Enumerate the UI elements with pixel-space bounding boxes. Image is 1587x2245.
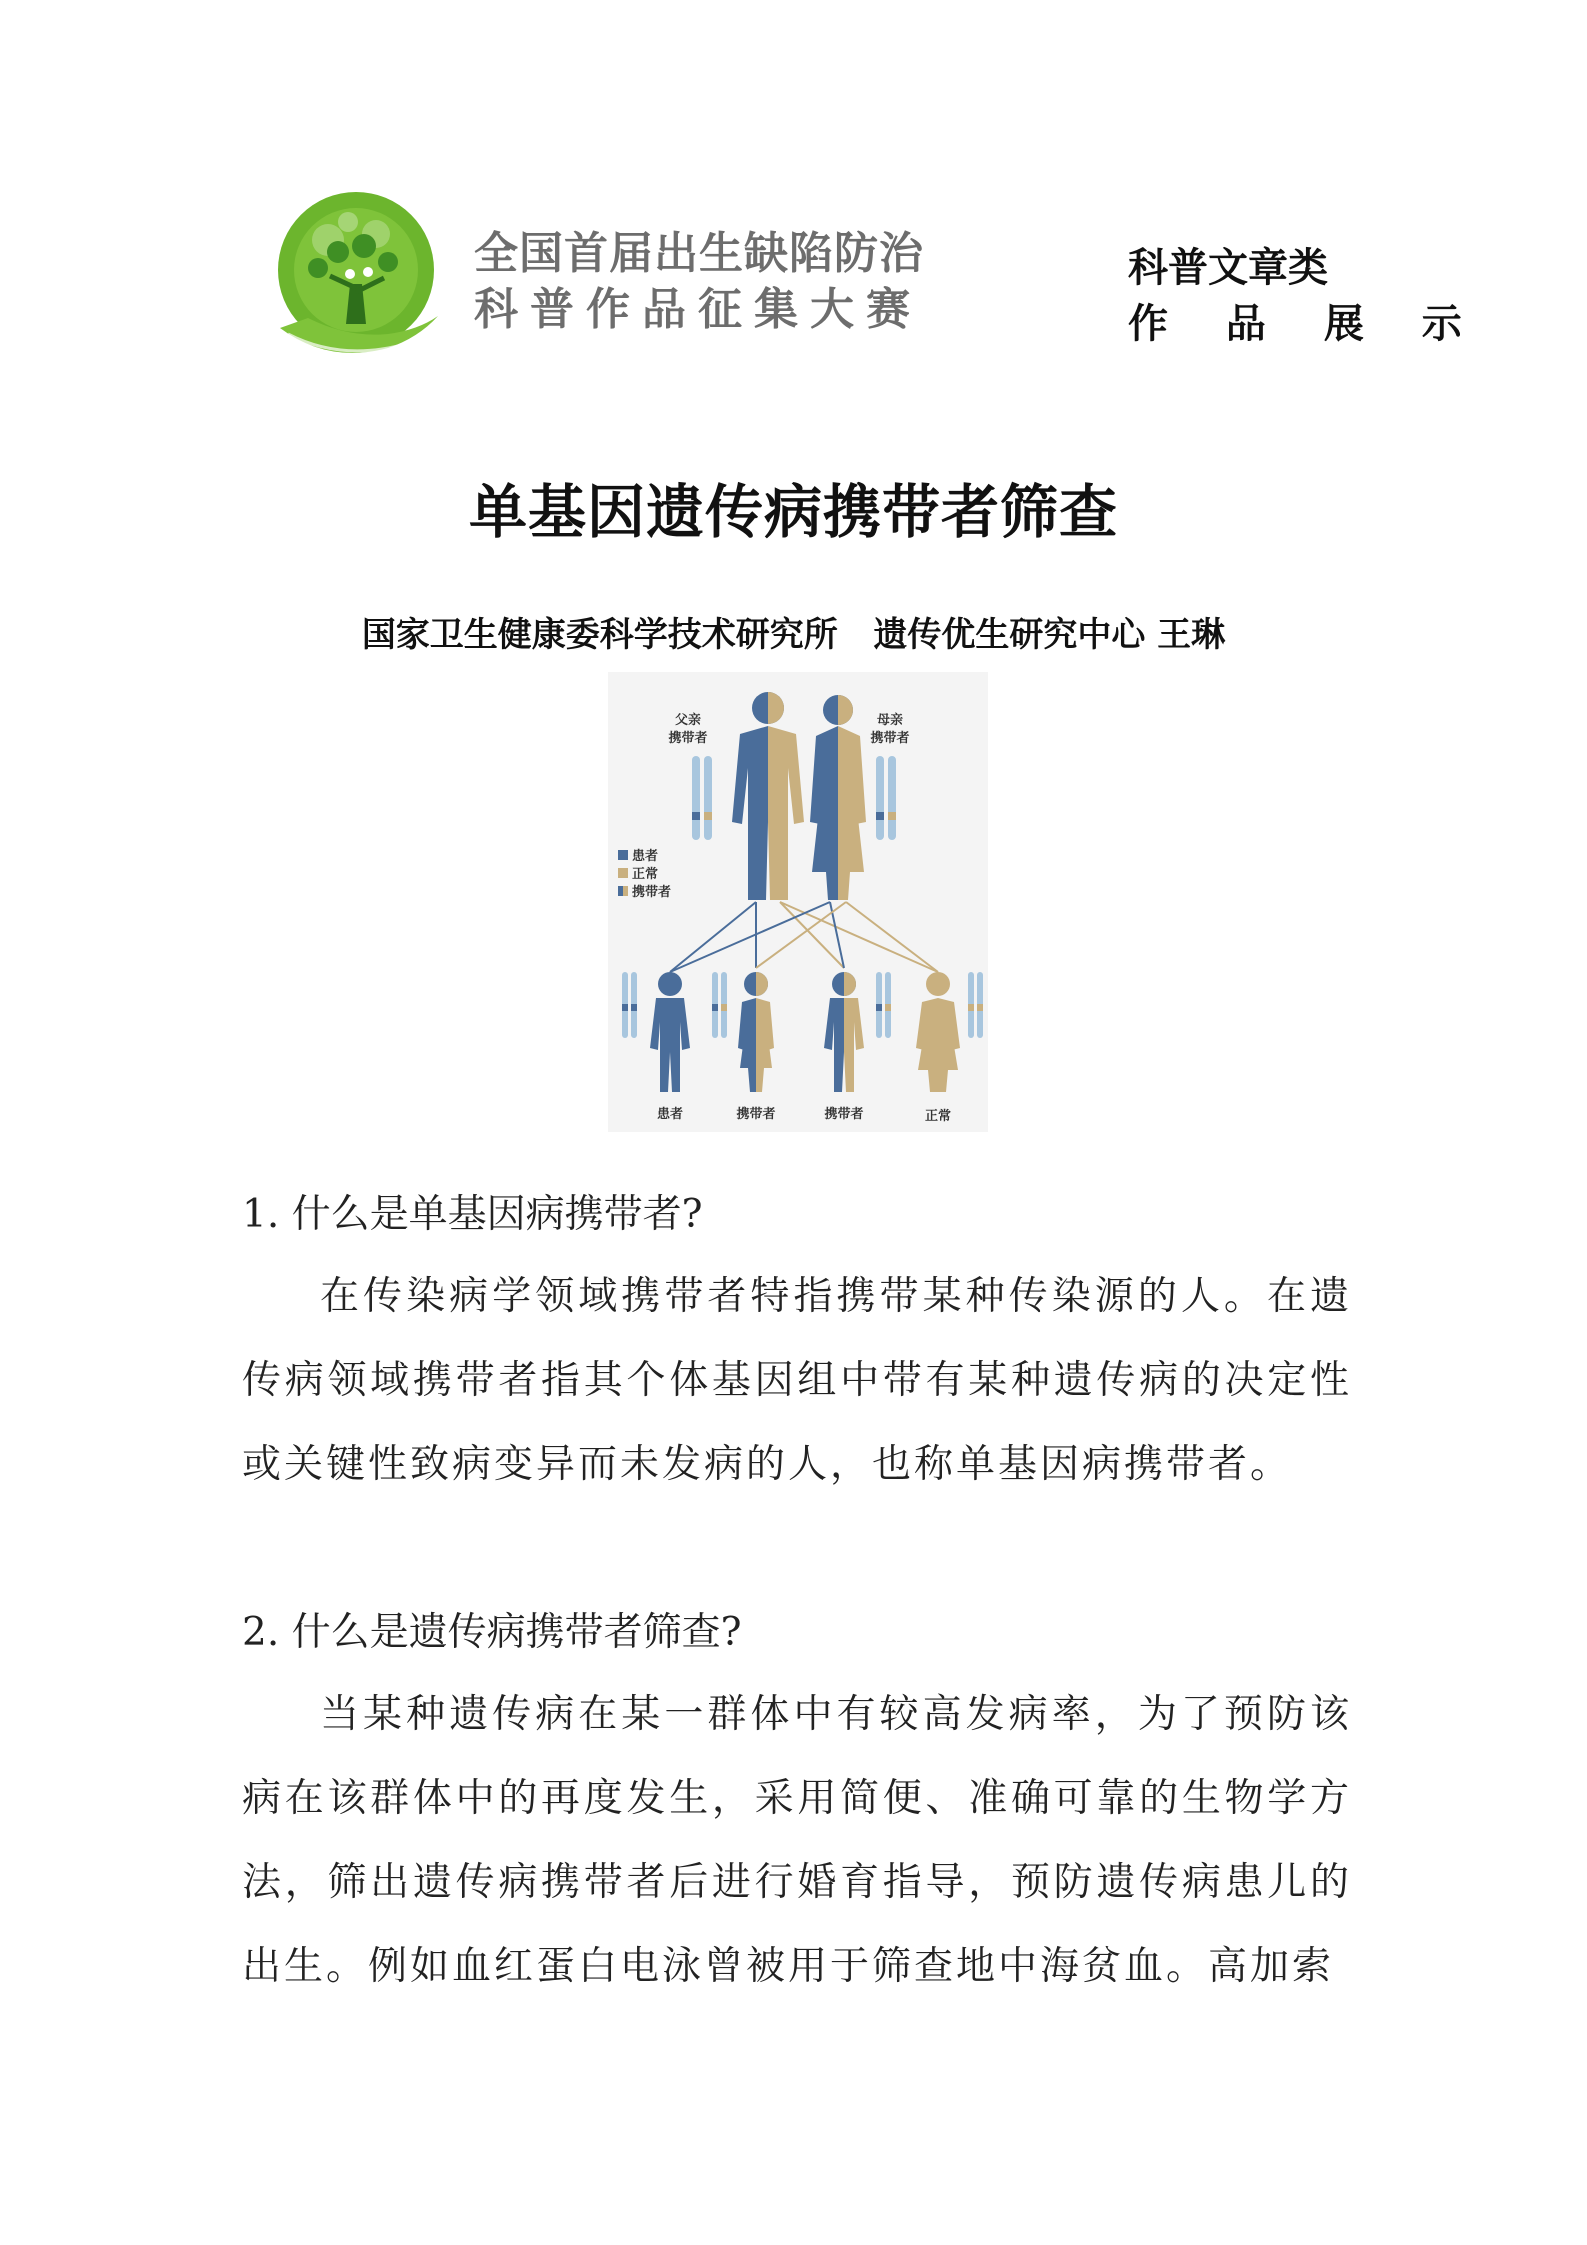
section-2-question: 2. 什么是遗传病携带者筛查? [242, 1610, 742, 1655]
child-label-carrier-2: 携带者 [824, 1107, 864, 1122]
father-carrier-label: 携带者 [668, 731, 708, 746]
child-label-affected: 患者 [656, 1107, 684, 1122]
normal-swatch-icon [618, 868, 628, 878]
carrier-swatch-icon [618, 886, 623, 896]
mother-carrier-label: 携带者 [870, 731, 910, 746]
contest-name-line-1: 全国首届出生缺陷防治 [474, 228, 924, 279]
legend-carrier: 携带者 [632, 885, 672, 900]
child-label-normal: 正常 [924, 1109, 952, 1124]
category-line-2: 作 品 展 示 [1128, 300, 1484, 347]
category-label [1128, 240, 1484, 352]
contest-name-line-2: 科普作品征集大赛 [474, 284, 922, 335]
section-1-question: 1. 什么是单基因病携带者? [242, 1192, 703, 1237]
legend-normal: 正常 [632, 867, 659, 882]
affected-swatch-icon [618, 850, 628, 860]
inheritance-diagram-svg [608, 672, 988, 1132]
contest-name [474, 226, 944, 338]
article-title: 单基因遗传病携带者筛查 [468, 478, 1118, 546]
father-label: 父亲 [674, 713, 702, 728]
section-2-paragraph: 当某种遗传病在某一群体中有较高发病率，为了预防该病在该群体中的再度发生，采用简便、准确可靠的生物学方法，筛出遗传病携带者后进行婚育指导，预防遗传病患儿的出生。例如血红蛋白电泳曾被用于筛查地中海贫血。高加索 [242, 1692, 1352, 1989]
article-byline: 国家卫生健康委科学技术研究所 遗传优生研究中心 王琳 [361, 615, 1226, 655]
inheritance-diagram [608, 672, 988, 1132]
tree-in-hand-logo-icon [268, 188, 444, 364]
section-1-paragraph: 在传染病学领域携带者特指携带某种传染源的人。在遗传病领域携带者指其个体基因组中带有某种遗传病的决定性或关键性致病变异而未发病的人，也称单基因病携带者。 [242, 1274, 1352, 1487]
mother-label: 母亲 [876, 713, 904, 728]
child-label-carrier-1: 携带者 [736, 1107, 776, 1122]
category-line-1: 科普文章类 [1128, 244, 1328, 291]
legend-affected: 患者 [632, 849, 659, 864]
